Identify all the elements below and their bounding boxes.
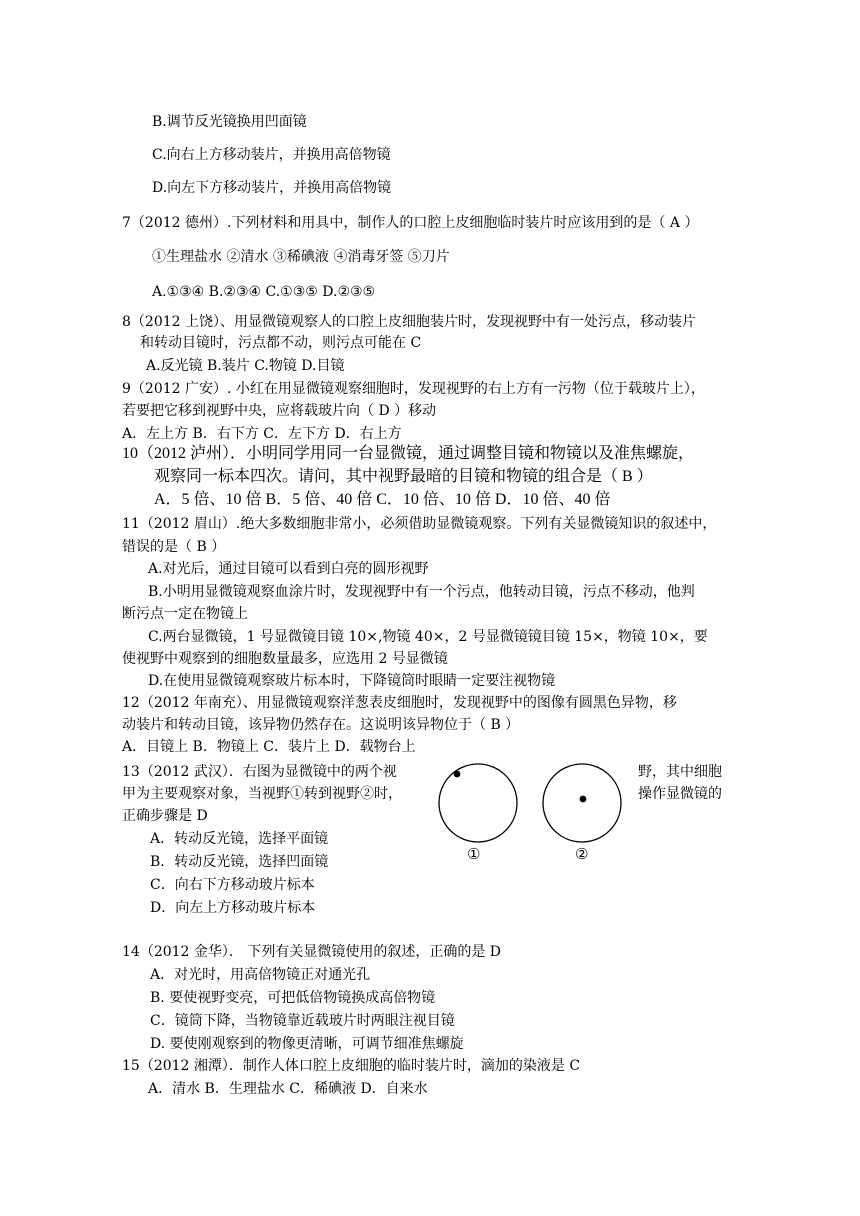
q11-option-a: A.对光后，通过目镜可以看到白亮的圆形视野 [148,561,429,577]
q15-options: A．清水 B．生理盐水 C．稀碘液 D．自来水 [148,1081,428,1097]
q11-option-c-line2: 使视野中观察到的细胞数量最多，应选用 2 号显微镜 [122,651,448,667]
q11-stem-line1: 11（2012 眉山）.绝大多数细胞非常小，必须借助显微镜观察。下列有关显微镜知识的叙述中， [122,516,717,532]
q13-stem-line1-left: 13（2012 武汉）．右图为显微镜中的两个视 [122,764,397,780]
q11-stem-line2: 错误的是（ B ） [122,539,226,555]
q13-option-b: B．转动反光镜，选择凹面镜 [150,854,329,870]
q14-stem: 14（2012 金华）． 下列有关显微镜使用的叙述，正确的是 D [122,944,502,960]
field-2-circle [543,764,621,842]
q6-option-c: C.向右上方移动装片，并换用高倍物镜 [152,147,391,163]
q12-stem-line1: 12（2012 年南充）、用显微镜观察洋葱表皮细胞时，发现视野中的图像有圆黑色异物，移 [122,695,677,711]
field-1-circle [439,764,517,842]
q13-stem-line2-left: 甲为主要观察对象，当视野①转到视野②时， [122,786,402,802]
q14-option-b: B. 要使视野变亮，可把低倍物镜换成高倍物镜 [150,990,436,1006]
field-2-label: ② [575,845,589,863]
q13-stem-line2-right: 操作显微镜的 [638,786,722,802]
field-1-label: ① [467,845,481,863]
field-2-cell [580,796,587,803]
q7-materials: ①生理盐水 ②清水 ③稀碘液 ④消毒牙签 ⑤刀片 [152,249,450,265]
field-1-cell [454,771,461,778]
q10-stem-line1: 10（2012 泸州）．小明同学用同一台显微镜，通过调整目镜和物镜以及准焦螺旋， [122,445,695,462]
fields-drawing [432,758,622,866]
q7-options: A.①③④ B.②③④ C.①③⑤ D.②③⑤ [152,284,376,300]
q11-option-d: D.在使用显微镜观察玻片标本时，下降镜筒时眼睛一定要注视物镜 [148,673,556,689]
q9-options: A．左上方 B．右下方 C．左下方 D．右上方 [122,426,402,442]
q14-option-d: D. 要使刚观察到的物像更清晰，可调节细准焦螺旋 [150,1036,464,1052]
q6-option-d: D.向左下方移动装片，并换用高倍物镜 [152,180,392,196]
q11-option-b-line2: 断污点一定在物镜上 [122,606,248,622]
q9-stem-line2: 若要把它移到视野中央，应将载玻片向（ D ）移动 [122,403,437,419]
q7-stem: 7（2012 德州）.下列材料和用具中，制作人的口腔上皮细胞临时装片时应该用到的是（ A ） [122,215,699,231]
q13-option-d: D．向左上方移动玻片标本 [150,900,316,916]
q10-stem-line2: 观察同一标本四次。请问，其中视野最暗的目镜和物镜的组合是（ B ） [154,468,653,485]
q10-options: A．5 倍、10 倍 B．5 倍、40 倍 C．10 倍、10 倍 D．10 倍、40 倍 [154,491,611,508]
q13-option-c: C．向右下方移动玻片标本 [150,877,315,893]
q13-stem-line1-right: 野，其中细胞 [638,764,722,780]
q14-option-a: A．对光时，用高倍物镜正对通光孔 [150,967,371,983]
q12-options: A．目镜上 B．物镜上 C．装片上 D．载物台上 [122,739,416,755]
q13-option-a: A．转动反光镜，选择平面镜 [150,831,329,847]
q13-stem-line3: 正确步骤是 D [122,808,208,824]
q8-stem-line1: 8（2012 上饶）、用显微镜观察人的口腔上皮细胞装片时，发现视野中有一处污点，移动装片 [122,314,696,330]
q15-stem: 15（2012 湘潭）．制作人体口腔上皮细胞的临时装片时，滴加的染液是 C [122,1058,581,1074]
microscope-fields-figure [432,758,622,870]
q9-stem-line1: 9（2012 广安）. 小红在用显微镜观察细胞时，发现视野的右上方有一污物（位于载玻片上）， [122,381,705,397]
q14-option-c: C．镜筒下降，当物镜靠近载玻片时两眼注视目镜 [150,1013,455,1029]
q11-option-c-line1: C.两台显微镜，1 号显微镜目镜 10×,物镜 40×，2 号显微镜镜目镜 15×，物镜 10×，要 [148,629,708,645]
q12-stem-line2: 动装片和转动目镜，该异物仍然存在。这说明该异物位于（ B ） [122,717,520,733]
q8-options: A.反光镜 B.装片 C.物镜 D.目镜 [146,358,345,374]
q11-option-b-line1: B.小明用显微镜观察血涂片时，发现视野中有一个污点，他转动目镜，污点不移动，他判 [148,584,695,600]
q8-stem-line2: 和转动目镜时，污点都不动，则污点可能在 C [140,335,422,351]
q6-option-b: B.调节反光镜换用凹面镜 [152,114,307,130]
